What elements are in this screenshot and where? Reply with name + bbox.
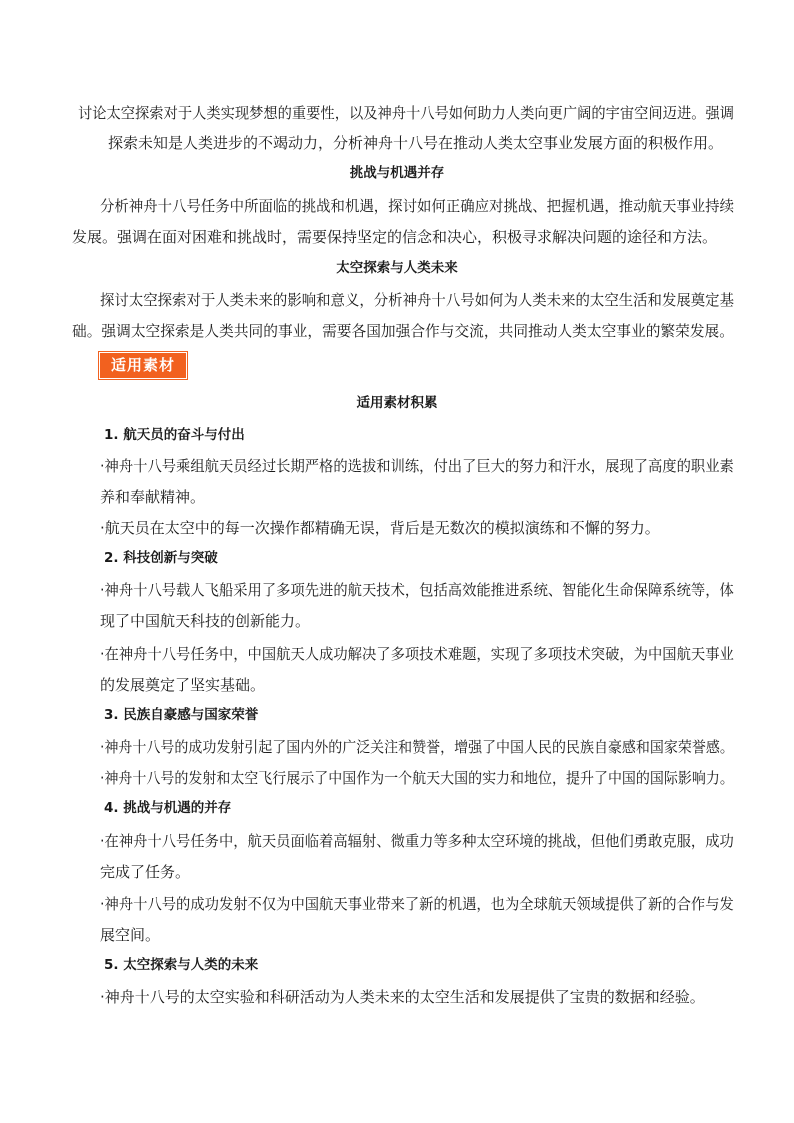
section-heading-challenge: 挑战与机遇并存 (349, 165, 445, 181)
item-1-p2-line-1: ·航天员在太空中的每一次操作都精确无误，背后是无数次的模拟演练和不懈的努力。 (100, 519, 660, 537)
challenge-line-2: 发展。强调在面对困难和挑战时，需要保持坚定的信念和决心，积极寻求解决问题的途径和方法。 (72, 228, 718, 246)
item-4-p2-line-2: 展空间。 (100, 926, 161, 944)
item-1-p1-line-1: ·神舟十八号乘组航天员经过长期严格的选拔和训练，付出了巨大的努力和汗水，展现了高度的职业素 (100, 457, 734, 475)
item-1-p1-line-2: 养和奉献精神。 (100, 488, 206, 506)
item-3-title: 3. 民族自豪感与国家荣誉 (104, 707, 259, 723)
future-line-1: 探讨太空探索对于人类未来的影响和意义，分析神舟十八号如何为人类未来的太空生活和发展奠定基 (100, 291, 735, 309)
item-2-p2-line-2: 的发展奠定了坚实基础。 (100, 676, 266, 694)
materials-heading: 适用素材积累 (356, 395, 438, 411)
item-3-p1-line-1: ·神舟十八号的成功发射引起了国内外的广泛关注和赞誉，增强了中国人民的民族自豪感和国家荣誉感。 (100, 738, 734, 756)
item-2-p2-line-1: ·在神舟十八号任务中，中国航天人成功解决了多项技术难题，实现了多项技术突破，为中国航天事业 (100, 645, 734, 663)
item-3-p2-line-1: ·神舟十八号的发射和太空飞行展示了中国作为一个航天大国的实力和地位，提升了中国的国际影响力。 (100, 769, 734, 787)
section-heading-future: 太空探索与人类未来 (336, 260, 458, 276)
challenge-line-1: 分析神舟十八号任务中所面临的挑战和机遇，探讨如何正确应对挑战、把握机遇，推动航天事业持续 (100, 197, 735, 215)
item-4-p1-line-2: 完成了任务。 (100, 863, 191, 881)
future-line-2: 础。强调太空探索是人类共同的事业，需要各国加强合作与交流，共同推动人类太空事业的繁荣发展。 (72, 322, 734, 340)
item-2-p1-line-2: 现了中国航天科技的创新能力。 (100, 612, 311, 630)
item-2-title: 2. 科技创新与突破 (104, 550, 218, 566)
item-5-title: 5. 太空探索与人类的未来 (104, 957, 259, 973)
item-4-title: 4. 挑战与机遇的并存 (104, 800, 232, 816)
item-2-p1-line-1: ·神舟十八号载人飞船采用了多项先进的航天技术，包括高效能推进系统、智能化生命保障系统等，体 (100, 581, 734, 599)
section-tag: 适用素材 (100, 353, 186, 378)
intro-line-1: 讨论太空探索对于人类实现梦想的重要性，以及神舟十八号如何助力人类向更广阔的宇宙空间迈进。强调 (78, 104, 734, 122)
intro-line-2: 探索未知是人类进步的不竭动力，分析神舟十八号在推动人类太空事业发展方面的积极作用。 (108, 134, 724, 152)
item-5-p1-line-1: ·神舟十八号的太空实验和科研活动为人类未来的太空生活和发展提供了宝贵的数据和经验。 (100, 988, 705, 1006)
item-4-p2-line-1: ·神舟十八号的成功发射不仅为中国航天事业带来了新的机遇，也为全球航天领域提供了新的合作与发 (100, 895, 734, 913)
item-1-title: 1. 航天员的奋斗与付出 (104, 427, 245, 443)
item-4-p1-line-1: ·在神舟十八号任务中，航天员面临着高辐射、微重力等多种太空环境的挑战，但他们勇敢克服，成功 (100, 832, 734, 850)
